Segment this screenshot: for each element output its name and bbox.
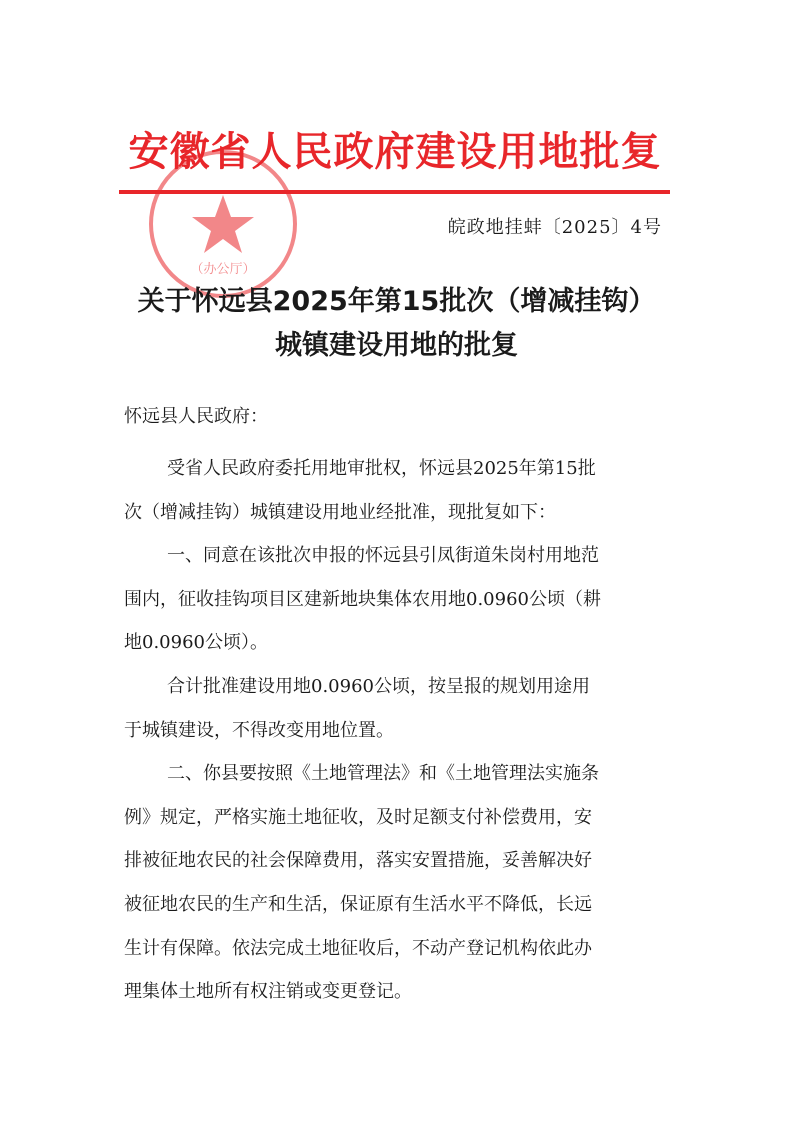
body-line: 二、你县要按照《土地管理法》和《土地管理法实施条 [167, 763, 599, 785]
body-line: 围内，征收挂钩项目区建新地块集体农用地0.0960公顷（耕 [124, 588, 601, 610]
body-line: 被征地农民的生产和生活，保证原有生活水平不降低，长远 [124, 893, 592, 915]
document-body [124, 447, 669, 1014]
body-line: 生计有保障。依法完成土地征收后，不动产登记机构依此办 [124, 937, 592, 959]
body-line: 受省人民政府委托用地审批权，怀远县2025年第15批 [167, 458, 596, 479]
body-line: 排被征地农民的社会保障费用，落实安置措施，妥善解决好 [124, 850, 592, 872]
header-red-rule [119, 190, 670, 194]
seal-text: （办公厅） [190, 262, 256, 277]
body-line: 例》规定，严格实施土地征收，及时足额支付补偿费用，安 [124, 806, 592, 828]
title-line-2: 城镇建设用地的批复 [275, 330, 518, 361]
body-line: 地0.0960公顷）。 [124, 632, 268, 654]
body-line: 合计批准建设用地0.0960公顷，按呈报的规划用途用 [167, 675, 590, 697]
document-title [60, 280, 733, 368]
body-line: 一、同意在该批次申报的怀远县引凤街道朱岗村用地范 [167, 545, 599, 567]
body-line: 理集体土地所有权注销或变更登记。 [124, 981, 412, 1003]
title-line-1: 关于怀远县2025年第15批次（增减挂钩） [137, 286, 656, 317]
document-header-title: 安徽省人民政府建设用地批复 [128, 129, 662, 175]
addressee: 怀远县人民政府： [124, 406, 268, 427]
body-line: 次（增减挂钩）城镇建设用地业经批准，现批复如下： [124, 501, 556, 523]
body-line: 于城镇建设，不得改变用地位置。 [124, 719, 394, 741]
document-number: 皖政地挂蚌〔2025〕4号 [447, 217, 662, 238]
